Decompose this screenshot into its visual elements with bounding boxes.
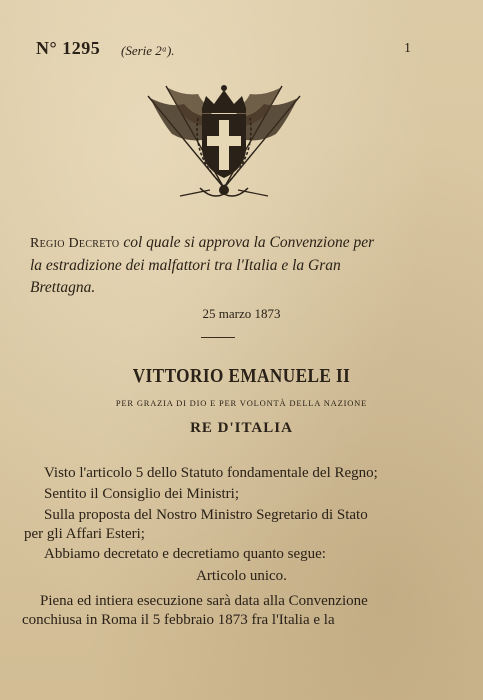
sovereign-title: RE D'ITALIA	[190, 420, 293, 436]
decree-title-line-3: Brettagna.	[30, 279, 96, 296]
decree-number: N° 1295	[36, 38, 101, 58]
body-line: conchiusa in Roma il 5 febbraio 1873 fra l'Italia e la	[22, 612, 335, 628]
body-line: Visto l'articolo 5 dello Statuto fondamentale del Regno;	[44, 465, 378, 481]
decree-title-line-1: col quale si approva la Convenzione per	[119, 234, 375, 251]
decree-date: 25 marzo 1873	[202, 306, 281, 321]
divider	[201, 337, 235, 338]
body-line: Sentito il Consiglio dei Ministri;	[44, 486, 240, 502]
body-line: Piena ed intiera esecuzione sarà data alla Convenzione	[40, 593, 368, 609]
coat-of-arms-icon	[140, 78, 308, 208]
body-line: Sulla proposta del Nostro Ministro Segretario di Stato	[44, 507, 368, 523]
body-line: Abbiamo decretato e decretiamo quanto segue:	[44, 546, 326, 562]
body-line: per gli Affari Esteri;	[24, 526, 145, 542]
decree-title	[30, 232, 450, 299]
sovereign-name: VITTORIO EMANUELE II	[132, 365, 351, 387]
page-number: 1	[404, 41, 411, 56]
decree-series: (Serie 2ᵃ).	[121, 43, 175, 58]
article-heading: Articolo unico.	[196, 568, 287, 584]
decree-title-lead: Regio Decreto	[30, 236, 120, 251]
sovereign-grace: PER GRAZIA DI DIO E PER VOLONTÀ DELLA NAZIONE	[115, 398, 368, 408]
decree-title-line-2: la estradizione dei malfattori tra l'Italia e la Gran	[30, 257, 341, 274]
